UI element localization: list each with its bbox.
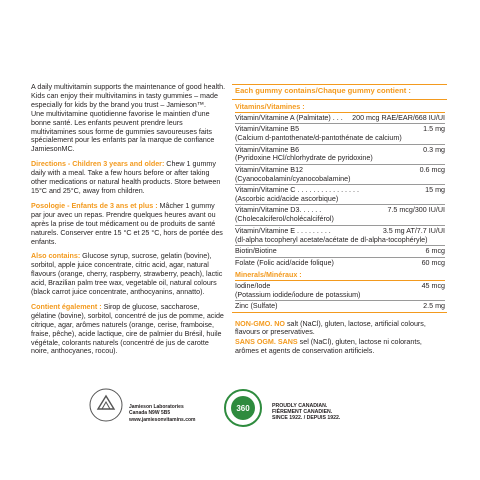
minerals-title: Minerals/Minéraux : bbox=[235, 268, 445, 281]
vitamin-amount: 1.5 mg bbox=[423, 125, 445, 134]
quality-360-badge-icon bbox=[223, 388, 263, 428]
vitamin-row bbox=[235, 165, 445, 185]
vitamin-name: Vitamin/Vitamine D3. . . . . . bbox=[235, 206, 322, 215]
mineral-amount: 45 mcg bbox=[421, 281, 445, 290]
also-contains-text: Glucose syrup, sucrose, gelatin (bovine), sorbitol, apple juice concentrate, citric acid, agar, natural flavours (orange, cherry, raspberry, strawberry, peach), lactic acid, Brazilian palm tree wax, vegetable oil, natural colours (black carrot juice concentrate, anthocyanins, annatto). bbox=[31, 252, 223, 297]
facts-header: Each gummy contains/Chaque gummy contient : bbox=[232, 84, 447, 100]
vitamins-title: Vitamins/Vitamines : bbox=[235, 100, 445, 113]
vitamin-source: (Calcium d-pantothenate/d-pantothénate de calcium) bbox=[235, 134, 402, 143]
posologie-text: Mâcher 1 gummy par jour avec un repas. Prendre quelques heures avant ou après la prise de tout médicament ou de produits de santé naturels. Conserver entre 15 °C et 25 °C, hors de portée des enfants. bbox=[31, 201, 223, 246]
intro-english: A daily multivitamin supports the maintenance of good health. Kids can enjoy their multivitamins in tasty gummies – made especially for kids by the brand you trust – Jamieson™. bbox=[31, 83, 226, 109]
company-name: Jamieson Laboratories bbox=[129, 404, 184, 410]
vitamin-name: Vitamin/Vitamine C . . . . . . . . . . . . . . . . bbox=[235, 186, 359, 195]
vitamin-amount: 0.3 mg bbox=[423, 145, 445, 154]
vitamin-amount: 7.5 mcg/300 IU/UI bbox=[387, 206, 445, 215]
company-address bbox=[129, 404, 196, 423]
vitamin-amount: 6 mcg bbox=[425, 247, 445, 256]
vitamin-line bbox=[235, 227, 445, 236]
vitamin-line bbox=[235, 186, 445, 195]
mineral-source: (Potassium iodide/iodure de potassium) bbox=[235, 290, 361, 299]
vitamin-source: (dl-alpha tocopheryl acetate/acétate de dl-alpha-tocophéryle) bbox=[235, 235, 428, 244]
vitamin-name: Vitamin/Vitamine A (Palmitate) . . . bbox=[235, 113, 343, 122]
nongmo-text: salt (NaCl), gluten, lactose, artificial colours, flavours or preservatives. bbox=[235, 319, 426, 337]
mineral-name: Iodine/Iode bbox=[235, 281, 271, 290]
proudly-canadian bbox=[272, 403, 340, 422]
company-postal: Canada N9W 5B5 bbox=[129, 410, 171, 417]
sans-ogm-label: SANS OGM. SANS bbox=[235, 338, 298, 347]
contient-label: Contient également : bbox=[31, 302, 102, 311]
ingredients-english bbox=[31, 252, 226, 297]
vitamin-amount: 0.6 mcg bbox=[419, 165, 445, 174]
vitamin-name: Biotin/Biotine bbox=[235, 247, 277, 256]
vitamin-line bbox=[235, 206, 445, 215]
company-website: www.jamiesonvitamins.com bbox=[129, 416, 196, 423]
nongmo-french bbox=[235, 338, 447, 356]
directions-french bbox=[31, 202, 226, 247]
canada-english: PROUDLY CANADIAN. bbox=[272, 403, 328, 409]
vitamin-row bbox=[235, 124, 445, 144]
vitamin-name: Folate (Folic acid/acide folique) bbox=[235, 258, 334, 267]
vitamin-row bbox=[235, 246, 445, 257]
canada-french: FIÈREMENT CANADIEN. bbox=[272, 409, 333, 416]
recycle-logo-icon bbox=[88, 387, 124, 423]
vitamin-line bbox=[235, 259, 445, 268]
ingredients-french bbox=[31, 303, 226, 356]
vitamin-line bbox=[235, 125, 445, 134]
nongmo-label: NON-GMO. NO bbox=[235, 319, 285, 328]
mineral-name: Zinc (Sulfate) bbox=[235, 302, 278, 311]
also-contains-label: Also contains: bbox=[31, 252, 81, 261]
vitamins-list bbox=[235, 113, 445, 268]
supplement-facts-column bbox=[232, 84, 447, 357]
minerals-list bbox=[235, 281, 445, 312]
facts-table bbox=[232, 100, 447, 313]
mineral-row bbox=[235, 281, 445, 301]
vitamin-row bbox=[235, 113, 445, 124]
mineral-line bbox=[235, 282, 445, 291]
vitamin-line bbox=[235, 166, 445, 175]
vitamin-row bbox=[235, 258, 445, 268]
mineral-amount: 2.5 mg bbox=[423, 302, 445, 311]
contient-text: Sirop de glucose, saccharose, gélatine (bovine), sorbitol, concentré de jus de pomme, acide citrique, agar, arômes naturels (orange, cerise, framboise, fraise, pêche), acide lactique, cire de palmier du Brésil, huile végétale, colorants naturels (concentré de jus de carotte noire, anthocyanes, rocou). bbox=[31, 302, 224, 356]
vitamin-source: (Pyridoxine HCl/chlorhydrate de pyridoxine) bbox=[235, 154, 373, 163]
vitamin-amount: 60 mcg bbox=[421, 258, 445, 267]
vitamin-line bbox=[235, 146, 445, 155]
sans-ogm-text: sel (NaCl), gluten, lactose ni colorants, arômes et agents de conservation artificiels. bbox=[235, 338, 422, 356]
mineral-line bbox=[235, 302, 445, 311]
directions-label: Directions - Children 3 years and older: bbox=[31, 160, 165, 169]
directions-text: Chew 1 gummy daily with a meal. Take a few hours before or after taking other medications or natural health products. Store between 15°C and 25°C, away from children. bbox=[31, 160, 221, 195]
vitamin-name: Vitamin/Vitamine B6 bbox=[235, 145, 300, 154]
mineral-row bbox=[235, 301, 445, 311]
vitamin-source: (Cholecalciferol/cholécalciférol) bbox=[235, 215, 334, 224]
vitamin-source: (Cyanocobalamin/cyanocobalamine) bbox=[235, 174, 351, 183]
vitamin-name: Vitamin/Vitamine E . . . . . . . . . bbox=[235, 226, 331, 235]
vitamin-name: Vitamin/Vitamine B12 bbox=[235, 165, 304, 174]
badge-number: 360 bbox=[236, 404, 250, 413]
vitamin-row bbox=[235, 205, 445, 225]
vitamin-line bbox=[235, 247, 445, 256]
vitamin-amount: 15 mg bbox=[425, 186, 445, 195]
vitamin-line bbox=[235, 114, 445, 123]
footer bbox=[88, 387, 448, 437]
nongmo-english bbox=[235, 320, 447, 338]
intro-french: Une multivitamine quotidienne favorise le maintien d’une bonne santé. Les enfants peuvent prendre leurs multivitamines sous forme de gummies savoureuses faits spécialement pour les enfants par la marque de confiance JamiesonMC. bbox=[31, 109, 215, 154]
allergen-notes bbox=[232, 320, 447, 357]
vitamin-source: (Ascorbic acid/acide ascorbique) bbox=[235, 195, 339, 204]
vitamin-row bbox=[235, 185, 445, 205]
directions-english bbox=[31, 160, 226, 196]
vitamin-amount: 3.5 mg AT/7.7 IU/UI bbox=[382, 226, 445, 235]
vitamin-row bbox=[235, 145, 445, 165]
vitamin-amount: 200 mcg RAE/EAR/668 IU/UI bbox=[352, 113, 445, 122]
product-description-column bbox=[31, 83, 226, 362]
vitamin-name: Vitamin/Vitamine B5 bbox=[235, 125, 300, 134]
canada-since: SINCE 1922. / DEPUIS 1922. bbox=[272, 415, 341, 422]
vitamin-row bbox=[235, 226, 445, 246]
posologie-label: Posologie - Enfants de 3 ans et plus : bbox=[31, 201, 158, 210]
